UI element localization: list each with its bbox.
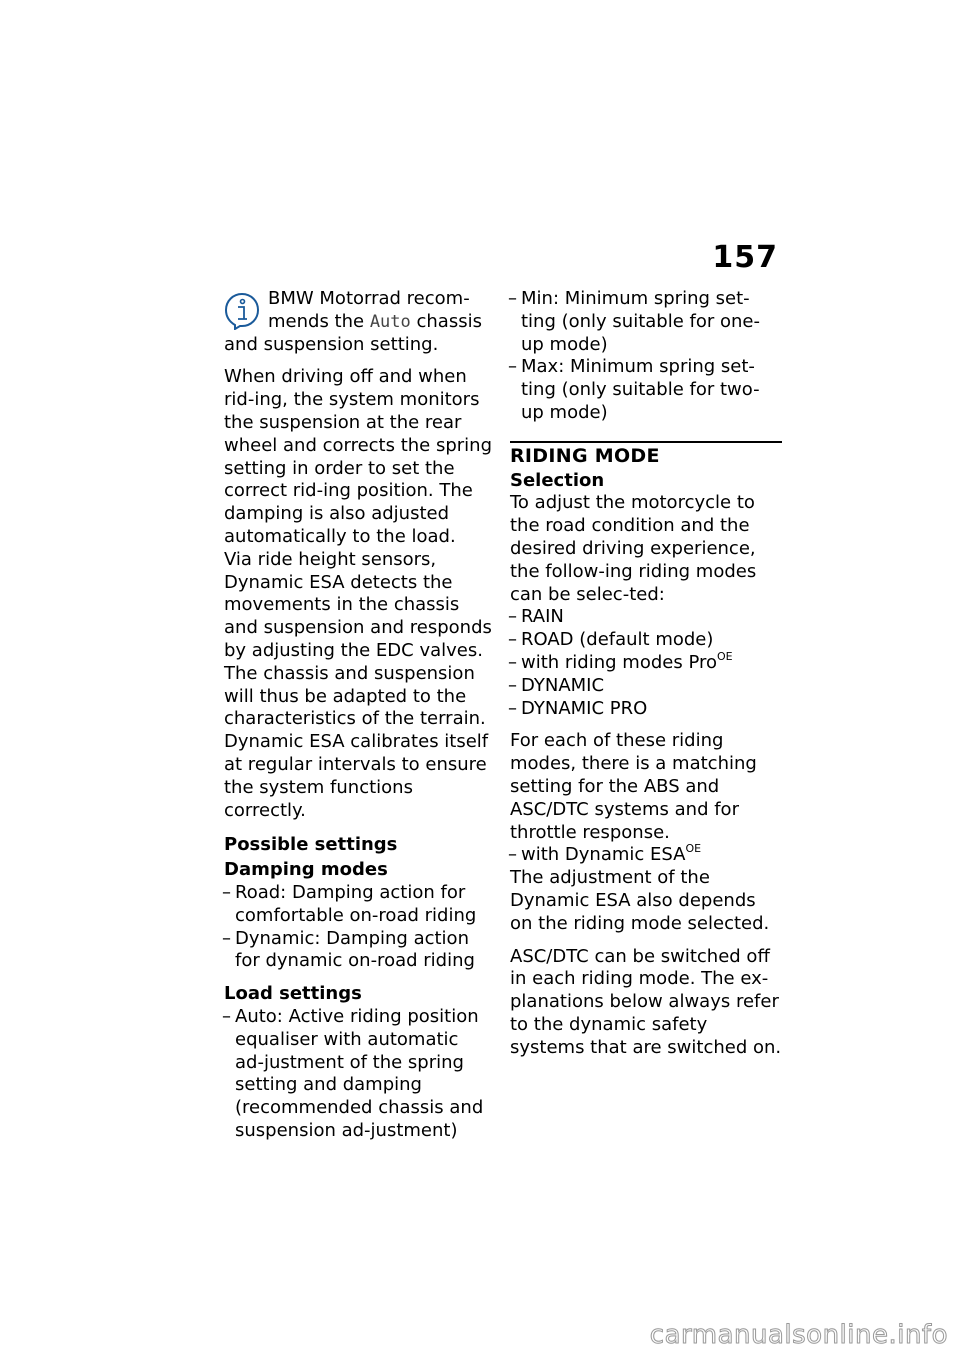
list-item [224, 882, 492, 928]
list-item-text: Max: Minimum spring set-ting (only suitable for two-up mode) [521, 356, 760, 423]
optional-equipment-badge: OE [717, 649, 733, 663]
pro-modes-list [510, 675, 782, 721]
heading-selection: Selection [510, 469, 605, 491]
list-item-text: Dynamic: Damping action for dynamic on-road riding [235, 927, 475, 972]
note-text: mends the [268, 310, 370, 332]
list-item [510, 698, 782, 721]
list-item [510, 649, 782, 675]
riding-modes-list [510, 606, 782, 652]
info-icon [224, 292, 260, 330]
info-note [224, 288, 492, 356]
list-item-text: with riding modes Pro [521, 651, 717, 673]
load-settings-list [224, 1006, 492, 1143]
list-item-text: with Dynamic ESA [521, 844, 686, 866]
page-number: 157 [712, 240, 778, 275]
section-divider [510, 441, 782, 443]
optional-equipment-esa [510, 844, 782, 867]
right-column [510, 288, 782, 1060]
watermark: carmanualsonline.info [649, 1320, 948, 1350]
paragraph-esa: The adjustment of the Dynamic ESA also depends on the riding mode selected. [510, 867, 770, 934]
paragraph-sensors: Via ride height sensors, Dynamic ESA detects the movements in the chassis and suspension and responds by adjusting the EDC valves. The chassis and suspension will thus be adapted to the characteristics of the terrain. [224, 548, 492, 730]
list-item [510, 356, 782, 424]
list-item [224, 928, 492, 974]
left-column [224, 288, 492, 1143]
load-settings-list-cont [510, 288, 782, 425]
paragraph-selection: To adjust the motorcycle to the road condition and the desired driving experience, the follow-ing riding modes can be selec-ted: [510, 492, 757, 605]
note-line-1: BMW Motorrad recom- [268, 288, 470, 309]
paragraph-matching-setting: For each of these riding modes, there is a matching setting for the ABS and ASC/DTC systems and for throttle response. [510, 730, 757, 843]
auto-setting-code: Auto [369, 311, 411, 332]
list-item-text: Min: Minimum spring set-ting (only suitable for one-up mode) [521, 288, 760, 355]
heading-possible-settings: Possible settings [224, 834, 398, 856]
list-item [224, 1006, 492, 1143]
optional-equipment-badge: OE [685, 842, 702, 856]
list-item [510, 288, 782, 356]
list-item-text: RAIN [521, 606, 564, 628]
optional-equipment-pro [510, 649, 782, 675]
paragraph-calibration: Dynamic ESA calibrates itself at regular intervals to ensure the system functions correctly. [224, 731, 489, 821]
list-item-text: Road: Damping action for comfortable on-road riding [235, 881, 477, 926]
list-item [510, 675, 782, 698]
list-item-text: DYNAMIC PRO [521, 697, 648, 719]
note-line-3: and suspension setting. [224, 333, 439, 355]
heading-damping-modes: Damping modes [224, 859, 388, 881]
note-line-2 [224, 311, 492, 334]
list-item-text: ROAD (default mode) [521, 629, 714, 651]
list-item [510, 629, 782, 652]
damping-modes-list [224, 882, 492, 973]
paragraph-monitoring: When driving off and when rid-ing, the system monitors the suspension at the rear wheel and corrects the spring setting in order to set the correct rid-ing position. The damping is also adjusted automatically to the load. [224, 366, 493, 547]
list-item-text: Auto: Active riding position equaliser with automatic ad-justment of the spring setting and damping (recommended chassis and suspension ad-justment) [235, 1005, 484, 1141]
section-title: RIDING MODE [510, 444, 660, 467]
heading-load-settings: Load settings [224, 983, 362, 1005]
note-text: chassis [410, 310, 482, 332]
list-item [510, 606, 782, 629]
paragraph-asc-dtc: ASC/DTC can be switched off in each riding mode. The ex-planations below always refer to the dynamic safety systems that are switched on. [510, 945, 782, 1058]
list-item [510, 844, 782, 867]
list-item-text: DYNAMIC [521, 674, 605, 696]
